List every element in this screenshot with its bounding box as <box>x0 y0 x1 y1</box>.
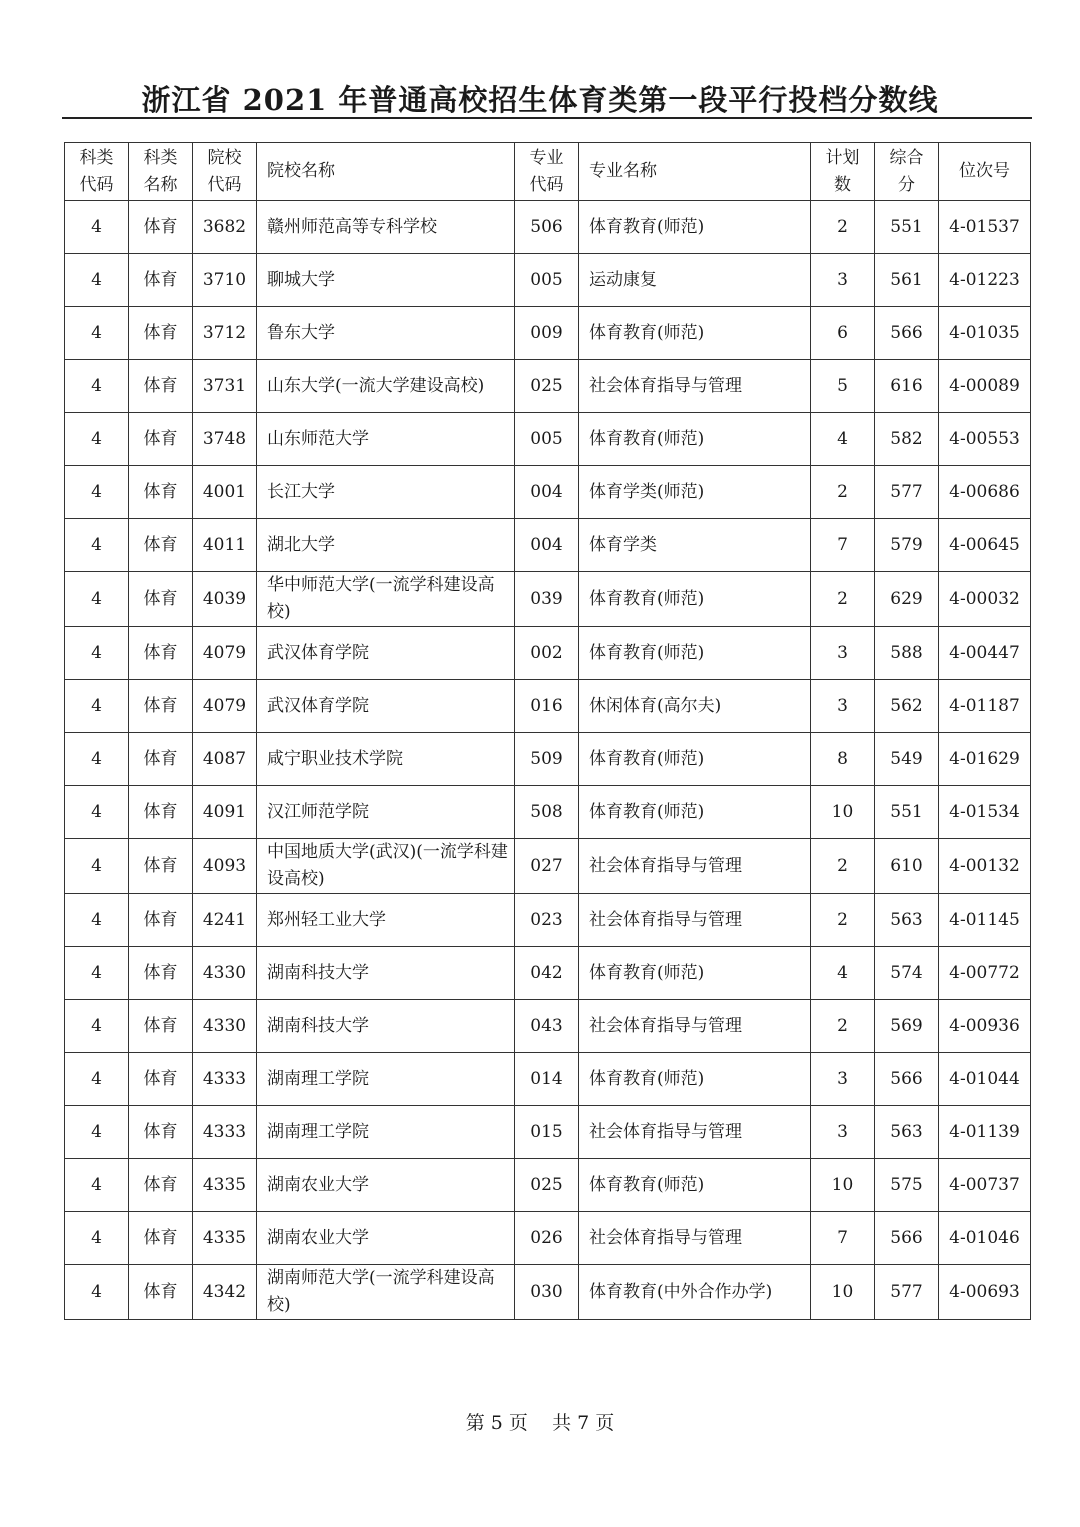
cell-major-code: 016 <box>515 680 579 733</box>
cell-total-score: 610 <box>875 839 939 894</box>
cell-school-name: 湖南理工学院 <box>257 1106 515 1159</box>
cell-category-name: 体育 <box>129 894 193 947</box>
cell-school-code: 3748 <box>193 413 257 466</box>
cell-school-code: 4091 <box>193 786 257 839</box>
cell-category-code: 4 <box>65 1053 129 1106</box>
cell-school-name: 武汉体育学院 <box>257 627 515 680</box>
cell-total-score: 577 <box>875 466 939 519</box>
table-row <box>65 1159 1031 1212</box>
cell-category-code: 4 <box>65 680 129 733</box>
header-school-name: 院校名称 <box>257 143 515 201</box>
table-row <box>65 1212 1031 1265</box>
cell-plan-count: 2 <box>811 201 875 254</box>
cell-category-code: 4 <box>65 254 129 307</box>
cell-school-code: 4333 <box>193 1106 257 1159</box>
cell-major-name: 体育教育(师范) <box>579 1053 811 1106</box>
cell-rank: 4-01537 <box>939 201 1031 254</box>
cell-category-name: 体育 <box>129 201 193 254</box>
table-row <box>65 201 1031 254</box>
cell-category-name: 体育 <box>129 1106 193 1159</box>
cell-school-name: 湖南师范大学(一流学科建设高校) <box>257 1265 515 1320</box>
table-row <box>65 894 1031 947</box>
cell-school-code: 4039 <box>193 572 257 627</box>
cell-major-name: 社会体育指导与管理 <box>579 839 811 894</box>
cell-school-name: 湖南科技大学 <box>257 1000 515 1053</box>
cell-plan-count: 4 <box>811 947 875 1000</box>
cell-major-code: 025 <box>515 360 579 413</box>
cell-category-code: 4 <box>65 1265 129 1320</box>
cell-school-code: 4079 <box>193 680 257 733</box>
header-total-score: 综合 分 <box>875 143 939 201</box>
cell-school-name: 鲁东大学 <box>257 307 515 360</box>
cell-plan-count: 10 <box>811 786 875 839</box>
table-body <box>65 201 1031 1320</box>
cell-plan-count: 4 <box>811 413 875 466</box>
cell-school-name: 湖南农业大学 <box>257 1212 515 1265</box>
cell-school-code: 4333 <box>193 1053 257 1106</box>
cell-total-score: 579 <box>875 519 939 572</box>
cell-plan-count: 6 <box>811 307 875 360</box>
header-rank: 位次号 <box>939 143 1031 201</box>
cell-category-name: 体育 <box>129 1159 193 1212</box>
table-row <box>65 413 1031 466</box>
cell-major-code: 005 <box>515 254 579 307</box>
table-row <box>65 466 1031 519</box>
cell-rank: 4-01534 <box>939 786 1031 839</box>
page-title: 浙江省 2021 年普通高校招生体育类第一段平行投档分数线 <box>141 83 939 117</box>
cell-total-score: 562 <box>875 680 939 733</box>
cell-major-name: 休闲体育(高尔夫) <box>579 680 811 733</box>
cell-school-name: 湖南科技大学 <box>257 947 515 1000</box>
cell-plan-count: 3 <box>811 1053 875 1106</box>
cell-category-code: 4 <box>65 572 129 627</box>
cell-school-code: 4335 <box>193 1159 257 1212</box>
cell-major-name: 体育学类 <box>579 519 811 572</box>
cell-total-score: 582 <box>875 413 939 466</box>
cell-rank: 4-01223 <box>939 254 1031 307</box>
cell-total-score: 551 <box>875 786 939 839</box>
title-rule <box>62 117 1032 119</box>
cell-school-name: 聊城大学 <box>257 254 515 307</box>
cell-school-code: 3682 <box>193 201 257 254</box>
cell-plan-count: 3 <box>811 1106 875 1159</box>
cell-major-name: 体育教育(中外合作办学) <box>579 1265 811 1320</box>
cell-school-code: 4087 <box>193 733 257 786</box>
cell-plan-count: 7 <box>811 1212 875 1265</box>
cell-school-code: 4330 <box>193 1000 257 1053</box>
table-row <box>65 733 1031 786</box>
table-row <box>65 1106 1031 1159</box>
cell-major-name: 社会体育指导与管理 <box>579 1000 811 1053</box>
cell-major-code: 509 <box>515 733 579 786</box>
header-major-name: 专业名称 <box>579 143 811 201</box>
cell-school-name: 华中师范大学(一流学科建设高校) <box>257 572 515 627</box>
cell-major-code: 042 <box>515 947 579 1000</box>
header-category-code: 科类 代码 <box>65 143 129 201</box>
cell-rank: 4-01187 <box>939 680 1031 733</box>
cell-major-code: 027 <box>515 839 579 894</box>
cell-school-code: 4079 <box>193 627 257 680</box>
cell-plan-count: 2 <box>811 572 875 627</box>
cell-category-code: 4 <box>65 201 129 254</box>
cell-school-code: 4093 <box>193 839 257 894</box>
cell-major-code: 004 <box>515 519 579 572</box>
cell-category-code: 4 <box>65 413 129 466</box>
cell-school-code: 4241 <box>193 894 257 947</box>
cell-category-name: 体育 <box>129 627 193 680</box>
table-row <box>65 1000 1031 1053</box>
cell-major-name: 体育教育(师范) <box>579 307 811 360</box>
cell-school-code: 4335 <box>193 1212 257 1265</box>
cell-major-code: 039 <box>515 572 579 627</box>
cell-category-name: 体育 <box>129 360 193 413</box>
cell-rank: 4-00032 <box>939 572 1031 627</box>
cell-school-name: 湖北大学 <box>257 519 515 572</box>
cell-major-name: 体育教育(师范) <box>579 572 811 627</box>
cell-major-code: 508 <box>515 786 579 839</box>
cell-category-name: 体育 <box>129 307 193 360</box>
cell-school-name: 武汉体育学院 <box>257 680 515 733</box>
header-school-code: 院校 代码 <box>193 143 257 201</box>
cell-plan-count: 10 <box>811 1159 875 1212</box>
cell-total-score: 629 <box>875 572 939 627</box>
cell-total-score: 566 <box>875 307 939 360</box>
cell-major-name: 体育教育(师范) <box>579 627 811 680</box>
cell-major-code: 030 <box>515 1265 579 1320</box>
cell-major-code: 023 <box>515 894 579 947</box>
cell-category-name: 体育 <box>129 254 193 307</box>
cell-category-name: 体育 <box>129 413 193 466</box>
cell-plan-count: 3 <box>811 680 875 733</box>
cell-school-code: 3731 <box>193 360 257 413</box>
table-row <box>65 572 1031 627</box>
cell-category-code: 4 <box>65 947 129 1000</box>
cell-major-code: 506 <box>515 201 579 254</box>
cell-total-score: 575 <box>875 1159 939 1212</box>
cell-major-name: 体育教育(师范) <box>579 1159 811 1212</box>
cell-total-score: 566 <box>875 1053 939 1106</box>
cell-major-code: 026 <box>515 1212 579 1265</box>
cell-school-code: 3712 <box>193 307 257 360</box>
header-row <box>65 143 1031 201</box>
table-row <box>65 680 1031 733</box>
cell-category-code: 4 <box>65 1159 129 1212</box>
cell-plan-count: 5 <box>811 360 875 413</box>
header-category-name: 科类 名称 <box>129 143 193 201</box>
header-plan-count: 计划 数 <box>811 143 875 201</box>
cell-category-code: 4 <box>65 1000 129 1053</box>
cell-major-code: 015 <box>515 1106 579 1159</box>
cell-school-name: 湖南理工学院 <box>257 1053 515 1106</box>
cell-category-code: 4 <box>65 466 129 519</box>
table-row <box>65 519 1031 572</box>
table-row <box>65 307 1031 360</box>
cell-school-code: 4342 <box>193 1265 257 1320</box>
cell-school-code: 3710 <box>193 254 257 307</box>
cell-major-name: 社会体育指导与管理 <box>579 1212 811 1265</box>
cell-plan-count: 2 <box>811 466 875 519</box>
cell-rank: 4-00737 <box>939 1159 1031 1212</box>
cell-rank: 4-01139 <box>939 1106 1031 1159</box>
cell-category-name: 体育 <box>129 1265 193 1320</box>
cell-rank: 4-00686 <box>939 466 1031 519</box>
cell-plan-count: 10 <box>811 1265 875 1320</box>
cell-plan-count: 3 <box>811 254 875 307</box>
cell-major-name: 体育学类(师范) <box>579 466 811 519</box>
cell-category-name: 体育 <box>129 786 193 839</box>
cell-school-name: 湖南农业大学 <box>257 1159 515 1212</box>
cell-total-score: 588 <box>875 627 939 680</box>
cell-major-name: 体育教育(师范) <box>579 201 811 254</box>
cell-school-name: 赣州师范高等专科学校 <box>257 201 515 254</box>
cell-plan-count: 2 <box>811 839 875 894</box>
cell-major-code: 002 <box>515 627 579 680</box>
cell-school-name: 郑州轻工业大学 <box>257 894 515 947</box>
table-row <box>65 947 1031 1000</box>
cell-major-name: 体育教育(师范) <box>579 413 811 466</box>
cell-plan-count: 3 <box>811 627 875 680</box>
cell-school-name: 咸宁职业技术学院 <box>257 733 515 786</box>
score-table <box>64 142 1031 1320</box>
cell-major-code: 009 <box>515 307 579 360</box>
table-row <box>65 627 1031 680</box>
table-row <box>65 1265 1031 1320</box>
cell-category-name: 体育 <box>129 1212 193 1265</box>
cell-category-name: 体育 <box>129 733 193 786</box>
cell-category-code: 4 <box>65 839 129 894</box>
cell-total-score: 577 <box>875 1265 939 1320</box>
table-row <box>65 1053 1031 1106</box>
cell-rank: 4-00553 <box>939 413 1031 466</box>
cell-school-code: 4001 <box>193 466 257 519</box>
cell-category-code: 4 <box>65 519 129 572</box>
cell-category-code: 4 <box>65 1106 129 1159</box>
cell-rank: 4-00089 <box>939 360 1031 413</box>
table-row <box>65 786 1031 839</box>
cell-rank: 4-00772 <box>939 947 1031 1000</box>
cell-rank: 4-01629 <box>939 733 1031 786</box>
cell-total-score: 574 <box>875 947 939 1000</box>
cell-category-code: 4 <box>65 894 129 947</box>
cell-plan-count: 7 <box>811 519 875 572</box>
cell-rank: 4-00645 <box>939 519 1031 572</box>
cell-rank: 4-01044 <box>939 1053 1031 1106</box>
cell-school-name: 中国地质大学(武汉)(一流学科建设高校) <box>257 839 515 894</box>
cell-rank: 4-00132 <box>939 839 1031 894</box>
cell-rank: 4-01035 <box>939 307 1031 360</box>
cell-total-score: 616 <box>875 360 939 413</box>
cell-category-name: 体育 <box>129 839 193 894</box>
cell-school-name: 山东师范大学 <box>257 413 515 466</box>
cell-category-name: 体育 <box>129 519 193 572</box>
cell-major-name: 体育教育(师范) <box>579 786 811 839</box>
cell-major-code: 004 <box>515 466 579 519</box>
cell-school-code: 4011 <box>193 519 257 572</box>
cell-school-code: 4330 <box>193 947 257 1000</box>
table-row <box>65 254 1031 307</box>
cell-school-name: 山东大学(一流大学建设高校) <box>257 360 515 413</box>
cell-major-name: 社会体育指导与管理 <box>579 360 811 413</box>
cell-total-score: 561 <box>875 254 939 307</box>
cell-total-score: 566 <box>875 1212 939 1265</box>
cell-rank: 4-00693 <box>939 1265 1031 1320</box>
cell-category-name: 体育 <box>129 1053 193 1106</box>
cell-major-name: 运动康复 <box>579 254 811 307</box>
cell-major-code: 014 <box>515 1053 579 1106</box>
cell-rank: 4-01046 <box>939 1212 1031 1265</box>
cell-school-name: 汉江师范学院 <box>257 786 515 839</box>
cell-plan-count: 2 <box>811 1000 875 1053</box>
cell-category-code: 4 <box>65 1212 129 1265</box>
cell-category-code: 4 <box>65 733 129 786</box>
cell-category-name: 体育 <box>129 466 193 519</box>
cell-major-name: 体育教育(师范) <box>579 947 811 1000</box>
cell-plan-count: 8 <box>811 733 875 786</box>
cell-major-name: 社会体育指导与管理 <box>579 1106 811 1159</box>
cell-category-code: 4 <box>65 307 129 360</box>
cell-major-code: 043 <box>515 1000 579 1053</box>
cell-plan-count: 2 <box>811 894 875 947</box>
cell-category-name: 体育 <box>129 572 193 627</box>
cell-category-name: 体育 <box>129 1000 193 1053</box>
cell-category-code: 4 <box>65 360 129 413</box>
cell-school-name: 长江大学 <box>257 466 515 519</box>
cell-total-score: 551 <box>875 201 939 254</box>
header-major-code: 专业 代码 <box>515 143 579 201</box>
cell-rank: 4-00936 <box>939 1000 1031 1053</box>
cell-total-score: 569 <box>875 1000 939 1053</box>
cell-category-name: 体育 <box>129 947 193 1000</box>
cell-major-code: 025 <box>515 1159 579 1212</box>
cell-total-score: 549 <box>875 733 939 786</box>
table-row <box>65 360 1031 413</box>
cell-category-code: 4 <box>65 627 129 680</box>
cell-category-name: 体育 <box>129 680 193 733</box>
cell-category-code: 4 <box>65 786 129 839</box>
cell-major-code: 005 <box>515 413 579 466</box>
cell-rank: 4-00447 <box>939 627 1031 680</box>
cell-total-score: 563 <box>875 894 939 947</box>
cell-rank: 4-01145 <box>939 894 1031 947</box>
cell-major-name: 社会体育指导与管理 <box>579 894 811 947</box>
cell-total-score: 563 <box>875 1106 939 1159</box>
page-footer: 第 5 页 共 7 页 <box>465 1412 615 1434</box>
table-row <box>65 839 1031 894</box>
cell-major-name: 体育教育(师范) <box>579 733 811 786</box>
